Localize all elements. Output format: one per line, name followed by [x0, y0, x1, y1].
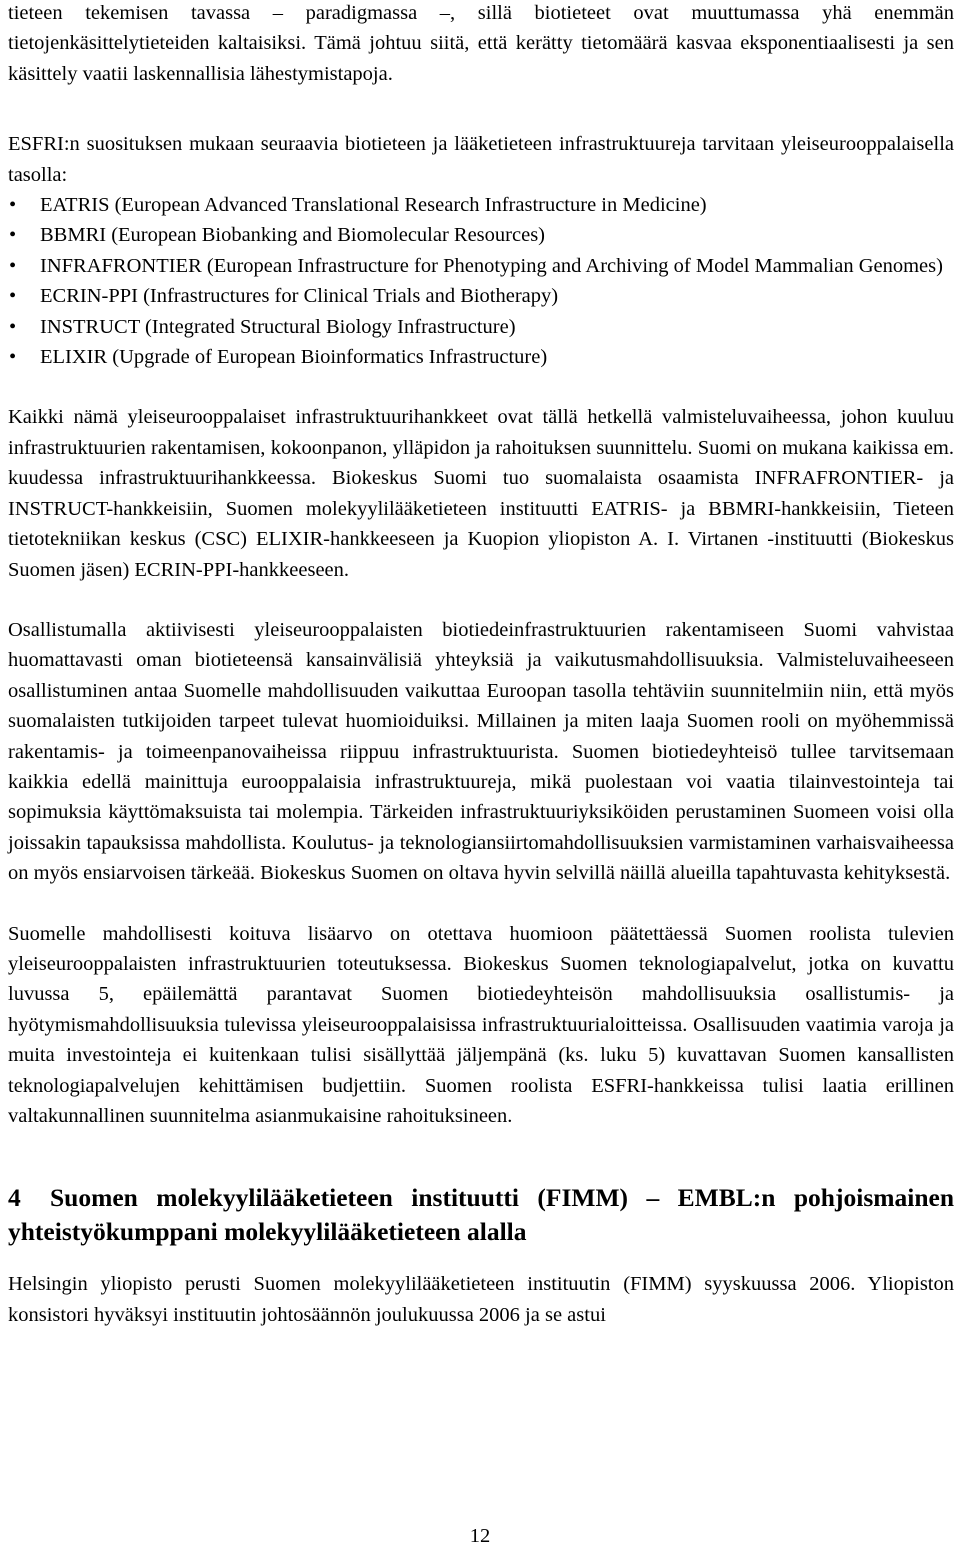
- page-number: 12: [469, 1525, 491, 1547]
- list-item: [8, 281, 954, 311]
- paragraph-added-value: Suomelle mahdollisesti koituva lisäarvo on otettava huomioon päätettäessä Suomen roolista tulevien yleiseurooppalaisten infrastruktuurien toteutuksessa. Biokeskus Suomen teknologiapalvelut, jotka on kuvattu luvussa 5, epäilemättä parantavat Suomen biotiedeyhteisön mahdollisuuksia osallistumis- ja hyötymismahdollisuuksia tulevissa yleiseurooppalaisissa infrastruktuurialoitteissa. Osallisuuden vaatimia varoja ja muita investointeja ei kuitenkaan tulisi sisällyttää jäljempänä (ks. luku 5) kuvattavan Suomen kansallisten teknologiapalvelujen kehittämisen budjettiin. Suomen roolista ESFRI-hankkeissa tulisi laatia erillinen valtakunnallinen suunnitelma asianmukaisine rahoituksineen.: [8, 922, 954, 1127]
- list-item: [8, 312, 954, 342]
- list-item: [8, 342, 954, 372]
- section-title: Suomen molekyylilääketieteen instituutti (FIMM) – EMBL:n pohjoismainen yhteistyökumppani molekyylilääketieteen alalla: [8, 1183, 954, 1247]
- paragraph-intro-continuation: tieteen tekemisen tavassa – paradigmassa –, sillä biotieteet ovat muuttumassa yhä enemmän tietojenkäsittelytieteiden kaltaisiksi. Tämä johtuu siitä, että kerätty tietomäärä kasvaa eksponentiaalisesti ja sen käsittely vaatii laskennallisia lähestymistapoja.: [8, 2, 954, 85]
- paragraph-preparation-phase: Kaikki nämä yleiseurooppalaiset infrastruktuurihankkeet ovat tällä hetkellä valmisteluvaiheessa, johon kuuluu infrastruktuurien rakentamisen, kokoonpanon, ylläpidon ja rahoituksen suunnittelu. Suomi on mukana kaikissa em. kuudessa infrastruktuurihankkeessa. Biokeskus Suomi tuo suomalaista osaamista INFRAFRONTIER- ja INSTRUCT-hankkeisiin, Suomen molekyylilääketieteen instituutti EATRIS- ja BBMRI-hankkeisiin, Tieteen tietotekniikan keskus (CSC) ELIXIR-hankkeeseen ja Kuopion yliopiston A. I. Virtanen -instituutti (Biokeskus Suomen jäsen) ECRIN-PPI-hankkeeseen.: [8, 406, 954, 581]
- bullet-icon: •: [9, 285, 17, 308]
- list-item-text: ECRIN-PPI (Infrastructures for Clinical Trials and Biotherapy): [40, 285, 559, 308]
- paragraph-esfri-recommendation: ESFRI:n suosituksen mukaan seuraavia biotieteen ja lääketieteen infrastruktuureja tarvitaan yleiseurooppalaisella tasolla:: [8, 133, 954, 186]
- paragraph-participation: Osallistumalla aktiivisesti yleiseurooppalaisten biotiedeinfrastruktuurien rakentamiseen Suomi vahvistaa huomattavasti oman biotieteensä kansainvälisiä yhteyksiä ja vaikutusmahdollisuuksia. Valmisteluvaiheeseen osallistuminen antaa Suomelle mahdollisuuden vaikuttaa Euroopan tasolla tehtäviin suunnitelmiin niin, että myös suomalaisten tutkijoiden tarpeet tulevat huomioiduiksi. Millainen ja miten laaja Suomen rooli on myöhemmissä rakentamis- ja toimeenpanovaiheissa riippuu infrastruktuurista. Suomen biotiedeyhteisö tullee tarvitsemaan kaikkia edellä mainittuja eurooppalaisia infrastruktuureja, mikä puolestaan voi vaatia tilainvestointeja tai sopimuksia käyttömaksuista tai molempia. Tärkeiden infrastruktuuriyksiköiden perustaminen Suomeen voisi olla joissakin tapauksissa mahdollista. Koulutus- ja teknologiansiirtomahdollisuuksien varmistaminen varhaisvaiheessa on myös ensiarvoisen tärkeää. Biokeskus Suomen on oltava hyvin selvillä näillä alueilla tapahtuvasta kehityksestä.: [8, 618, 954, 885]
- list-item: [8, 220, 954, 250]
- list-item-text: ELIXIR (Upgrade of European Bioinformatics Infrastructure): [40, 346, 548, 369]
- list-item: [8, 251, 954, 281]
- list-item: [8, 190, 954, 220]
- paragraph-fimm-founding: Helsingin yliopisto perusti Suomen molekyylilääketieteen instituutin (FIMM) syyskuussa 2006. Yliopiston konsistori hyväksyi instituutin johtosäännön joulukuussa 2006 ja se astui: [8, 1273, 954, 1326]
- bullet-icon: •: [9, 346, 17, 369]
- infrastructure-list: [8, 190, 954, 372]
- list-item-text: BBMRI (European Biobanking and Biomolecular Resources): [40, 224, 545, 247]
- section-heading: [8, 1181, 954, 1249]
- bullet-icon: •: [9, 194, 17, 217]
- bullet-icon: •: [9, 224, 17, 247]
- list-item-text: EATRIS (European Advanced Translational Research Infrastructure in Medicine): [40, 194, 707, 217]
- section-number: 4: [8, 1183, 21, 1213]
- list-item-text: INSTRUCT (Integrated Structural Biology Infrastructure): [40, 315, 516, 338]
- list-item-text: INFRAFRONTIER (European Infrastructure for Phenotyping and Archiving of Model Mammalian Genomes): [40, 254, 943, 277]
- bullet-icon: •: [9, 315, 17, 338]
- document-page: [8, 0, 954, 1330]
- bullet-icon: •: [9, 254, 17, 277]
